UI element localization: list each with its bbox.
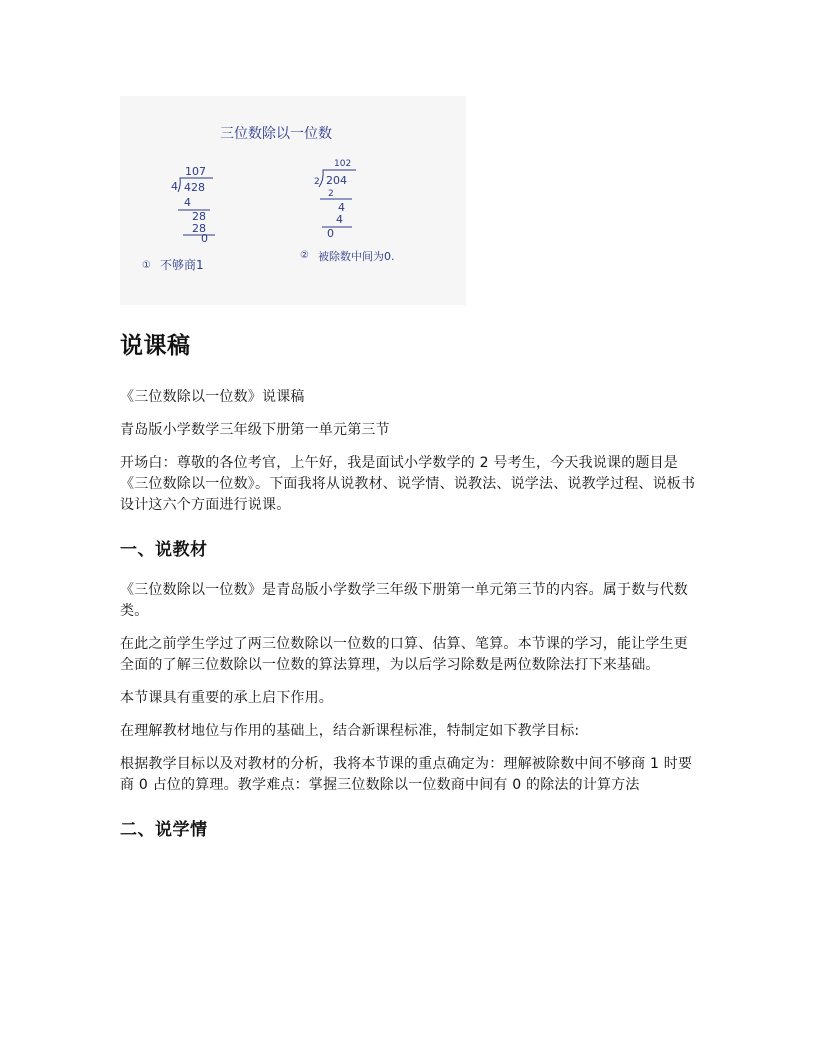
- left-quotient: 107: [185, 165, 206, 178]
- textbook-source: 青岛版小学数学三年级下册第一单元第三节: [120, 422, 390, 438]
- section1-paragraph: 在此之前学生学过了两三位数除以一位数的口算、估算、笔算。本节课的学习，能让学生更全面的了解三位数除以一位数的算法算理，为以后学习除数是两位数除法打下来基础。: [120, 636, 688, 673]
- section-heading-students: 二、说学情: [120, 820, 208, 840]
- left-step1: 4: [184, 196, 191, 209]
- board-heading: 三位数除以一位数: [220, 126, 332, 142]
- left-remainder: 0: [201, 232, 208, 245]
- document-page: [120, 96, 700, 842]
- section1-paragraph: 《三位数除以一位数》是青岛版小学数学三年级下册第一单元第三节的内容。属于数与代数类。: [120, 582, 688, 619]
- section-heading-textbook: 一、说教材: [120, 540, 208, 560]
- left-dividend: 428: [184, 181, 205, 194]
- right-remainder: 0: [327, 227, 334, 240]
- left-step2: 28: [192, 210, 206, 223]
- right-step1: 2: [328, 189, 334, 199]
- whiteboard-photo: [120, 96, 466, 305]
- section1-paragraph: 本节课具有重要的承上启下作用。: [120, 690, 333, 706]
- left-step3: 28: [192, 222, 206, 235]
- opening-remarks: 开场白：尊敬的各位考官，上午好，我是面试小学数学的 2 号考生，今天我说课的题目是《三位数除以一位数》。下面我将从说教材、说学情、说教法、说学法、说教学过程、说板书设计这六个方面进行说课。: [120, 455, 696, 513]
- right-quotient: 102: [334, 159, 352, 169]
- left-divisor: 4: [171, 180, 178, 193]
- right-note: 被除数中间为0.: [318, 250, 395, 263]
- lesson-name: 《三位数除以一位数》说课稿: [120, 389, 305, 405]
- whiteboard-drawing: [120, 96, 466, 305]
- right-note-marker: ②: [300, 250, 309, 261]
- section1-paragraph: 在理解教材地位与作用的基础上，结合新课程标准，特制定如下教学目标:: [120, 723, 580, 739]
- right-step2: 4: [338, 201, 345, 214]
- section1-paragraph: 根据教学目标以及对教材的分析，我将本节课的重点确定为：理解被除数中间不够商 1 时要商 0 占位的算理。教学难点：掌握三位数除以一位数商中间有 0 的除法的计算方法: [120, 756, 693, 793]
- left-note: 不够商1: [160, 258, 204, 272]
- right-divisor: 2: [314, 177, 320, 187]
- right-dividend: 204: [326, 174, 347, 187]
- left-note-marker: ①: [142, 260, 151, 271]
- document-title: 说课稿: [120, 333, 191, 359]
- right-step3: 4: [336, 213, 343, 226]
